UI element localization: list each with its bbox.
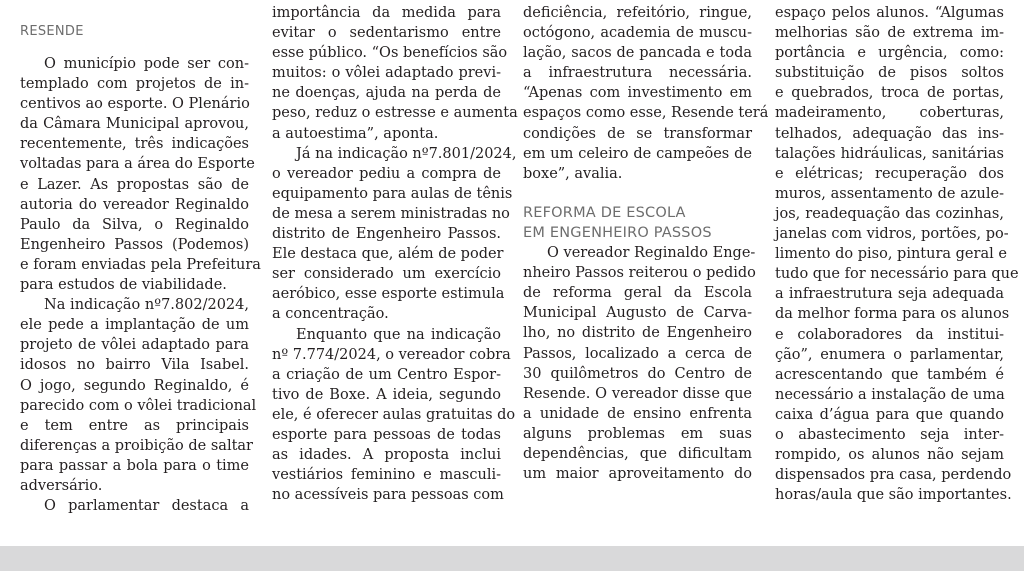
- text-line: ser considerado um exercício: [272, 266, 501, 283]
- text-line: e tem entre as principais: [20, 417, 249, 434]
- text-line: a infraestrutura seja adequada: [775, 286, 1004, 303]
- text-line: O jogo, segundo Reginaldo, é: [20, 377, 249, 394]
- text-line: deficiência, refeitório, ringue,: [523, 5, 752, 21]
- text-line: no acessíveis para pessoas com: [272, 487, 504, 504]
- text-line: Na indicação nº7.802/2024,: [44, 297, 249, 314]
- text-line: dependências, que dificultam: [523, 445, 752, 462]
- text-line: Enquanto que na indicação: [296, 326, 501, 343]
- text-line: acrescentando que também é: [775, 366, 1004, 383]
- text-line: para estudos de viabilidade.: [20, 277, 227, 294]
- text-line: Já na indicação nº7.801/2024,: [296, 145, 517, 162]
- text-line: da melhor forma para os alunos: [775, 306, 1010, 323]
- text-line: autoria do vereador Reginaldo: [20, 196, 249, 213]
- text-line: vestiários feminino e masculi-: [272, 467, 501, 484]
- footer-bar: [0, 546, 1024, 571]
- text-line: nheiro Passos reiterou o pedido: [523, 265, 756, 282]
- text-line: ne doenças, ajuda na perda de: [272, 85, 501, 102]
- text-line: limento do piso, pintura geral e: [775, 246, 1007, 263]
- text-line: madeiramento, coberturas,: [775, 105, 1004, 122]
- text-line: um maior aproveitamento do: [523, 466, 752, 483]
- text-line: e colaboradores da institui-: [775, 326, 1004, 343]
- text-line: muitos: o vôlei adaptado previ-: [272, 65, 501, 82]
- text-line: Passos, localizado a cerca de: [523, 345, 752, 362]
- text-line: adversário.: [20, 477, 103, 494]
- text-line: e quebrados, troca de portas,: [775, 85, 1004, 102]
- text-line: para passar a bola para o time: [20, 457, 249, 474]
- article-column-3: [523, 3, 769, 484]
- text-line: octógono, academia de muscu-: [523, 25, 752, 42]
- text-line: necessário a instalação de uma: [775, 386, 1005, 403]
- text-line: a autoestima”, aponta.: [272, 125, 439, 142]
- text-line: O vereador Reginaldo Enge-: [547, 245, 756, 262]
- text-line: caixa d’água para que quando: [775, 406, 1004, 423]
- text-line: 30 quilômetros do Centro de: [523, 365, 752, 382]
- text-line: “Apenas com investimento em: [523, 85, 752, 102]
- text-line: de mesa a serem ministradas no: [272, 205, 510, 222]
- text-line: Engenheiro Passos (Podemos): [20, 236, 249, 253]
- text-line: muros, assentamento de azule-: [775, 185, 1004, 202]
- text-line: templado com projetos de in-: [20, 76, 249, 93]
- text-line: evitar o sedentarismo entre: [272, 25, 501, 42]
- text-line: lação, sacos de pancada e toda: [523, 45, 752, 62]
- text-line: substituição de pisos soltos: [775, 65, 1004, 82]
- text-line: a unidade de ensino enfrenta: [523, 405, 752, 422]
- text-line: nº 7.774/2024, o vereador cobra: [272, 346, 511, 363]
- text-line: boxe”, avalia.: [523, 165, 623, 182]
- text-line: portância e urgência, como:: [775, 45, 1004, 62]
- text-line: e Lazer. As propostas são de: [20, 176, 249, 193]
- text-line: horas/aula que são importantes.: [775, 487, 1012, 504]
- text-line: em um celeiro de campeões de: [523, 145, 752, 162]
- text-line: janelas com vidros, portões, po-: [775, 226, 1009, 243]
- text-line: espaços como esse, Resende terá: [523, 105, 769, 122]
- text-line: a concentração.: [272, 306, 389, 323]
- text-line: esse público. “Os benefícios são: [272, 45, 508, 62]
- article-column-4: [775, 3, 1019, 505]
- section-kicker: RESENDE: [20, 24, 84, 39]
- section-subheading: EM ENGENHEIRO PASSOS: [523, 224, 712, 241]
- text-line: Ele destaca que, além de poder: [272, 246, 504, 263]
- text-line: esporte para pessoas de todas: [272, 426, 501, 443]
- text-line: espaço pelos alunos. “Algumas: [775, 5, 1004, 21]
- text-line: alguns problemas em suas: [523, 425, 752, 442]
- text-line: dispensados pra casa, perdendo: [775, 467, 1012, 484]
- text-line: tudo que for necessário para que: [775, 266, 1019, 283]
- text-line: peso, reduz o estresse e aumenta: [272, 105, 518, 122]
- text-line: recentemente, três indicações: [20, 136, 249, 153]
- text-line: idosos no bairro Vila Isabel.: [20, 357, 249, 374]
- text-line: Paulo da Silva, o Reginaldo: [20, 216, 249, 233]
- text-line: da Câmara Municipal aprovou,: [20, 116, 249, 133]
- text-line: telhados, adequação das ins-: [775, 125, 1004, 142]
- text-line: ele, é oferecer aulas gratuitas do: [272, 406, 516, 423]
- text-line: a criação de um Centro Espor-: [272, 366, 501, 383]
- text-line: distrito de Engenheiro Passos.: [272, 226, 501, 243]
- text-line: Municipal Augusto de Carva-: [523, 305, 752, 322]
- text-line: importância da medida para: [272, 5, 501, 21]
- article-column-1: [20, 54, 261, 516]
- text-line: ele pede a implantação de um: [20, 317, 249, 334]
- section-subheading: REFORMA DE ESCOLA: [523, 204, 686, 221]
- text-line: equipamento para aulas de tênis: [272, 185, 513, 202]
- text-line: e foram enviadas pela Prefeitura: [20, 256, 261, 273]
- text-line: as idades. A proposta inclui: [272, 447, 501, 464]
- text-line: o abastecimento seja inter-: [775, 426, 1004, 443]
- text-line: tivo de Boxe. A ideia, segundo: [272, 386, 501, 403]
- text-line: O município pode ser con-: [44, 56, 249, 72]
- text-line: talações hidráulicas, sanitárias: [775, 145, 1004, 162]
- text-line: e elétricas; recuperação dos: [775, 165, 1004, 182]
- text-line: condições de se transformar: [523, 125, 752, 142]
- article-column-2: [272, 3, 518, 505]
- spacer: [523, 184, 752, 203]
- text-line: centivos ao esporte. O Plenário: [20, 96, 250, 113]
- text-line: aeróbico, esse esporte estimula: [272, 286, 505, 303]
- text-line: melhorias são de extrema im-: [775, 25, 1004, 42]
- text-line: voltadas para a área do Esporte: [20, 156, 255, 173]
- text-line: jos, readequação das cozinhas,: [775, 205, 1004, 222]
- text-line: o vereador pediu a compra de: [272, 165, 501, 182]
- text-line: Resende. O vereador disse que: [523, 385, 752, 402]
- text-line: projeto de vôlei adaptado para: [20, 337, 249, 354]
- text-line: O parlamentar destaca a: [44, 498, 249, 515]
- text-line: diferenças a proibição de saltar: [20, 437, 253, 454]
- text-line: a infraestrutura necessária.: [523, 65, 752, 82]
- text-line: ção”, enumera o parlamentar,: [775, 346, 1004, 363]
- text-line: lho, no distrito de Engenheiro: [523, 325, 752, 342]
- text-line: parecido com o vôlei tradicional: [20, 397, 257, 414]
- text-line: de reforma geral da Escola: [523, 285, 752, 302]
- text-line: rompido, os alunos não sejam: [775, 447, 1004, 464]
